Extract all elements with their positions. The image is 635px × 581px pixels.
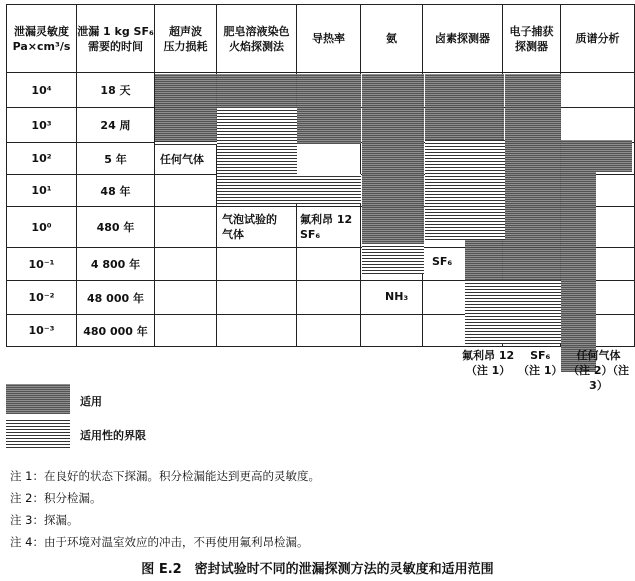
below-label-halogen: 氟利昂 12 （注 1） [462, 349, 515, 377]
row-time: 48 000 年 [77, 281, 155, 315]
limit-region [465, 280, 561, 344]
row-time: 480 年 [77, 207, 155, 248]
limit-region [362, 244, 424, 274]
note-4: 注 4：由于环境对温室效应的冲击，不再使用氟利昂检漏。 [10, 535, 309, 549]
row-time: 4 800 年 [77, 248, 155, 281]
label-thermal: 氟利昂 12 SF₆ [300, 213, 353, 241]
row-sens: 10³ [7, 108, 77, 143]
applicable-region [465, 234, 561, 280]
label-halogen [432, 255, 452, 268]
row-sens: 10⁴ [7, 73, 77, 108]
below-label-ms: 任何气体 （注 2）（注 3） [568, 349, 629, 392]
note-3: 注 3：探漏。 [10, 513, 79, 527]
header-sensitivity: 泄漏灵敏度 Pa×cm³/s [7, 5, 77, 73]
applicable-region [155, 108, 217, 144]
header-ammonia: 氨 [361, 5, 423, 73]
legend-limit-label: 适用性的界限 [80, 429, 146, 442]
row-sens: 10⁻² [7, 281, 77, 315]
figure-caption: 图 E.2 密封试验时不同的泄漏探测方法的灵敏度和适用范围 [141, 562, 494, 577]
row-sens: 10⁰ [7, 207, 77, 248]
header-thermal: 导热率 [297, 5, 361, 73]
applicable-region [505, 74, 561, 234]
applicable-region [561, 172, 596, 372]
row-time: 48 年 [77, 175, 155, 207]
applicable-region [155, 74, 361, 108]
label-ammonia: NH₃ [385, 290, 409, 303]
note-2: 注 2：积分检漏。 [10, 491, 102, 505]
legend-limit-swatch [6, 418, 70, 448]
row-time: 480 000 年 [77, 315, 155, 347]
limit-region [425, 140, 505, 240]
header-ecd: 电子捕获 探测器 [503, 5, 561, 73]
header-soap: 肥皂溶液染色 火焰探测法 [217, 5, 297, 73]
label-ultrasonic: 任何气体 [160, 153, 204, 166]
row-sens: 10¹ [7, 175, 77, 207]
limit-region [217, 108, 297, 174]
row-time: 5 年 [77, 143, 155, 175]
row-sens: 10⁻¹ [7, 248, 77, 281]
row-time: 18 天 [77, 73, 155, 108]
legend-applicable-swatch [6, 384, 70, 414]
row-sens: 10⁻³ [7, 315, 77, 347]
below-label-ecd: SF₆ （注 1） [518, 349, 563, 377]
header-ms: 质谱分析 [561, 5, 635, 73]
header-ultrasonic: 超声波 压力损耗 [155, 5, 217, 73]
header-time: 泄漏 1 kg SF₆ 需要的时间 [77, 5, 155, 73]
applicable-region [297, 108, 361, 144]
limit-region [217, 174, 361, 204]
label-soap: 气泡试验的 气体 [222, 213, 277, 241]
applicable-region [560, 140, 632, 172]
row-time: 24 周 [77, 108, 155, 143]
row-sens: 10² [7, 143, 77, 175]
note-1: 注 1：在良好的状态下探漏。积分检漏能达到更高的灵敏度。 [10, 469, 320, 483]
legend-applicable-label: 适用 [80, 395, 102, 408]
limit-region [155, 141, 217, 145]
label-halogen-text: SF₆ [432, 255, 453, 268]
applicable-region [425, 74, 504, 140]
header-halogen: 卤素探测器 [423, 5, 503, 73]
